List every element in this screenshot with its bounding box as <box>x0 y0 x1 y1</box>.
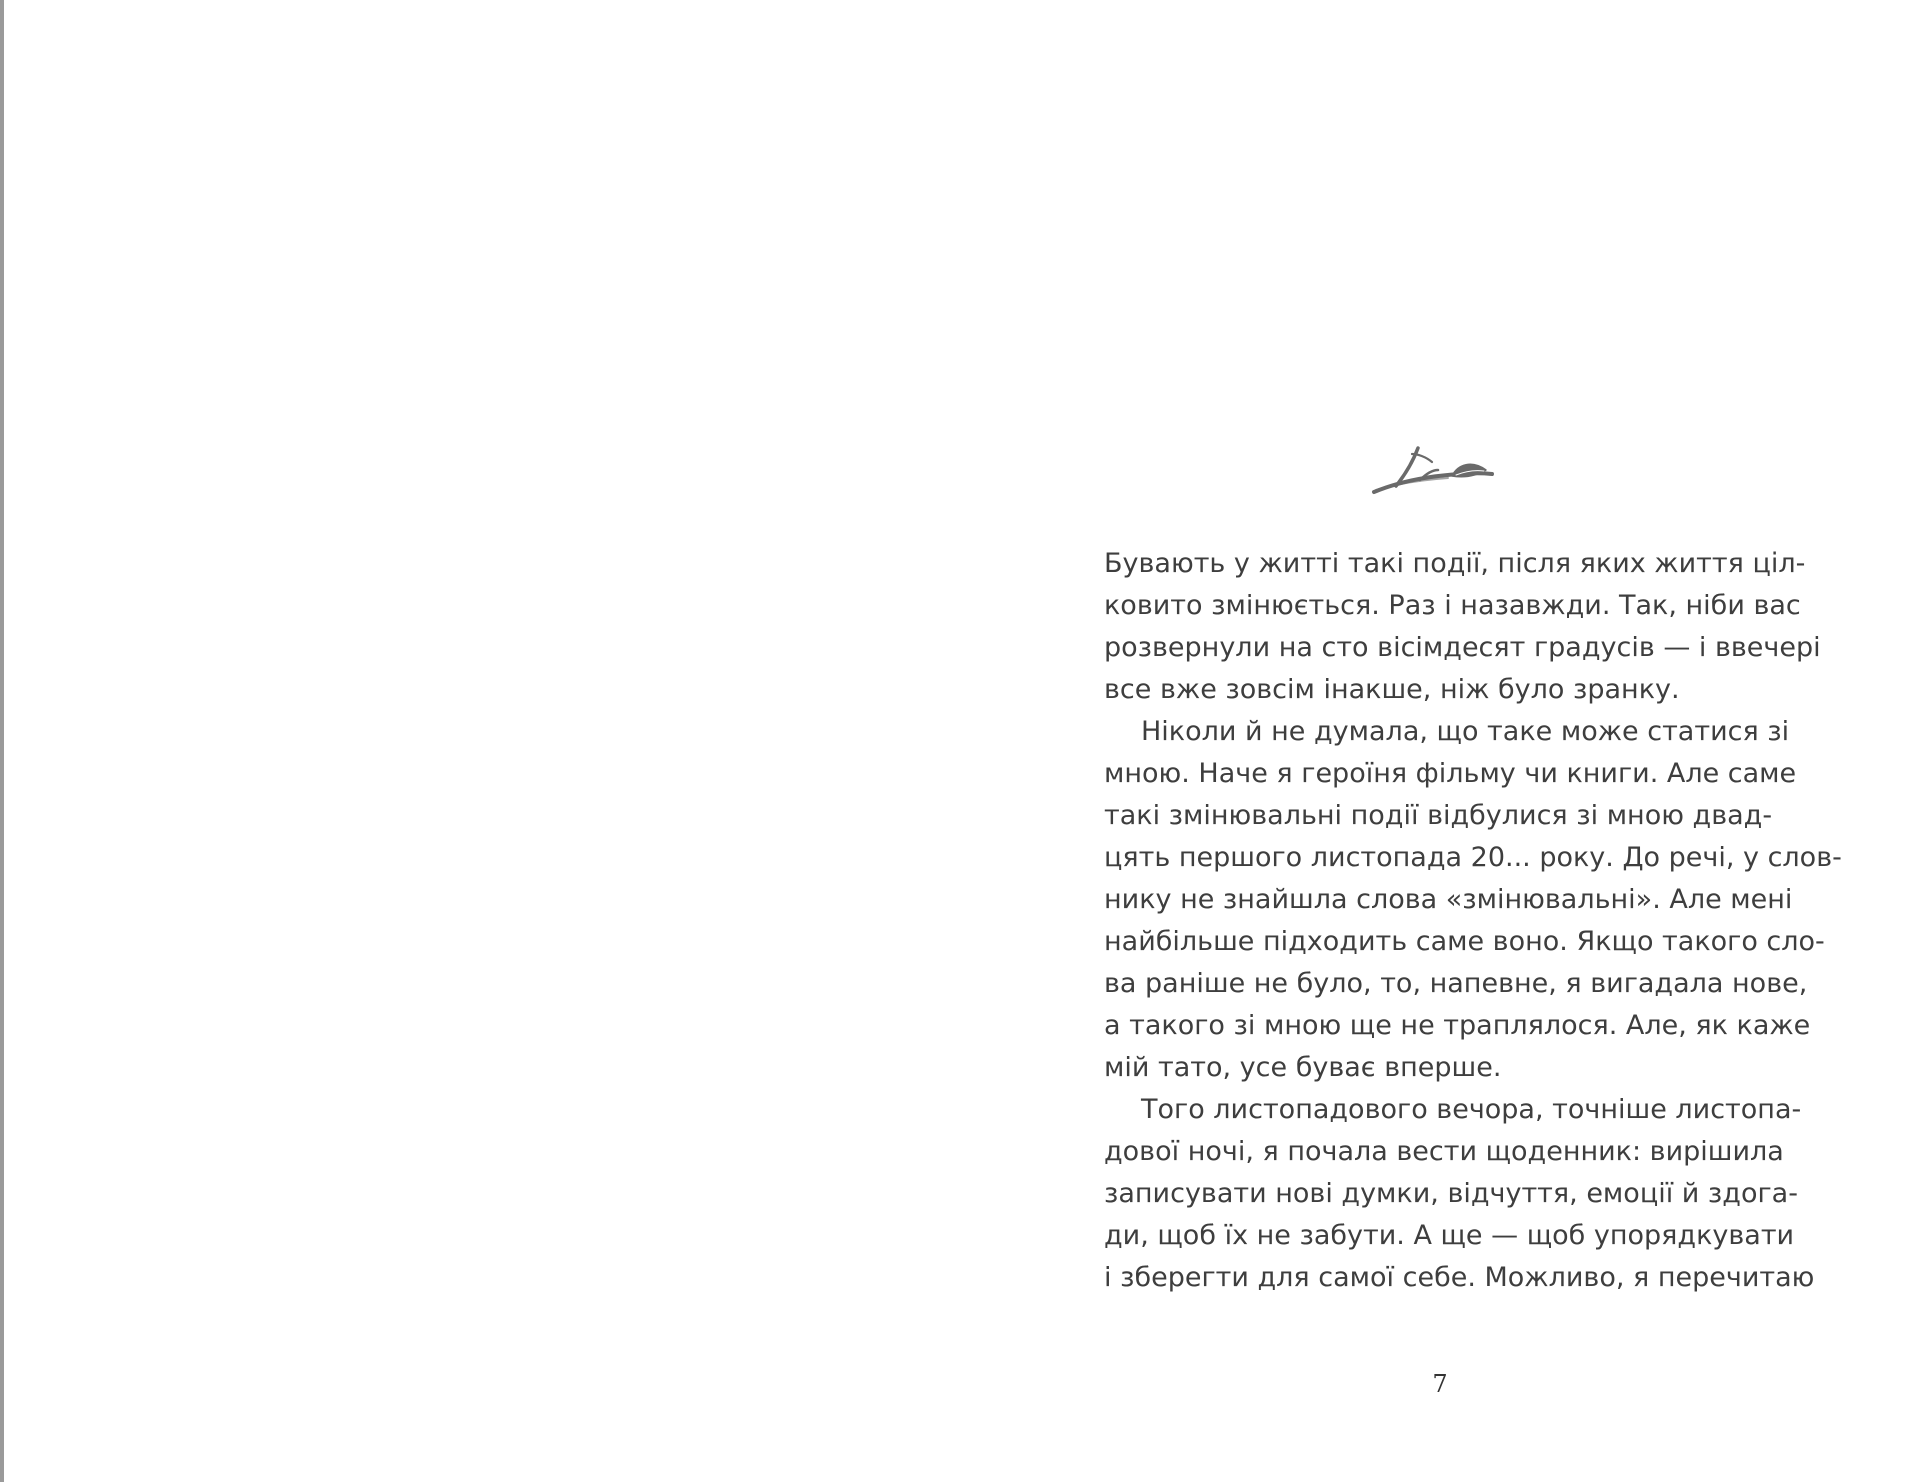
text-line: ва раніше не було, то, напевне, я вигадала нове, <box>1104 968 1808 999</box>
text-line: а такого зі мною ще не траплялося. Але, як каже <box>1104 1010 1811 1041</box>
text-line: мною. Наче я героїня фільму чи книги. Але саме <box>1104 758 1797 789</box>
text-line: цять першого листопада 20... року. До речі, у слов- <box>1104 842 1842 873</box>
text-line: ди, щоб їх не забути. А ще — щоб упорядкувати <box>1104 1220 1795 1251</box>
text-line: записувати нові думки, відчуття, емоції й здога- <box>1104 1178 1798 1209</box>
text-line: все вже зовсім інакше, ніж було зранку. <box>1104 674 1680 705</box>
text-line: такі змінювальні події відбулися зі мною двад- <box>1104 800 1773 831</box>
text-line: Того листопадового вечора, точніше листопа- <box>1141 1094 1802 1125</box>
page-number: 7 <box>1432 1370 1448 1398</box>
text-line: і зберегти для самої себе. Можливо, я перечитаю <box>1104 1262 1815 1293</box>
twig-ornament-icon <box>1368 440 1500 496</box>
text-line: Бувають у житті такі події, після яких життя цiл- <box>1104 548 1806 579</box>
text-line: Ніколи й не думала, що таке може статися зі <box>1141 716 1790 747</box>
text-line: мій тато, усе буває вперше. <box>1104 1052 1502 1083</box>
text-line: нику не знайшла слова «змінювальні». Але мені <box>1104 884 1793 915</box>
text-line: найбільше підходить саме воно. Якщо такого сло- <box>1104 926 1825 957</box>
text-line: дової ночі, я почала вести щоденник: вирішила <box>1104 1136 1784 1167</box>
right-page <box>960 0 1920 1482</box>
body-text <box>1104 543 1842 1299</box>
text-line: розвернули на сто вісімдесят градусів — і ввечері <box>1104 632 1821 663</box>
left-page-blank <box>4 0 960 1482</box>
text-line: ковито змінюється. Раз і назавжди. Так, ніби вас <box>1104 590 1801 621</box>
